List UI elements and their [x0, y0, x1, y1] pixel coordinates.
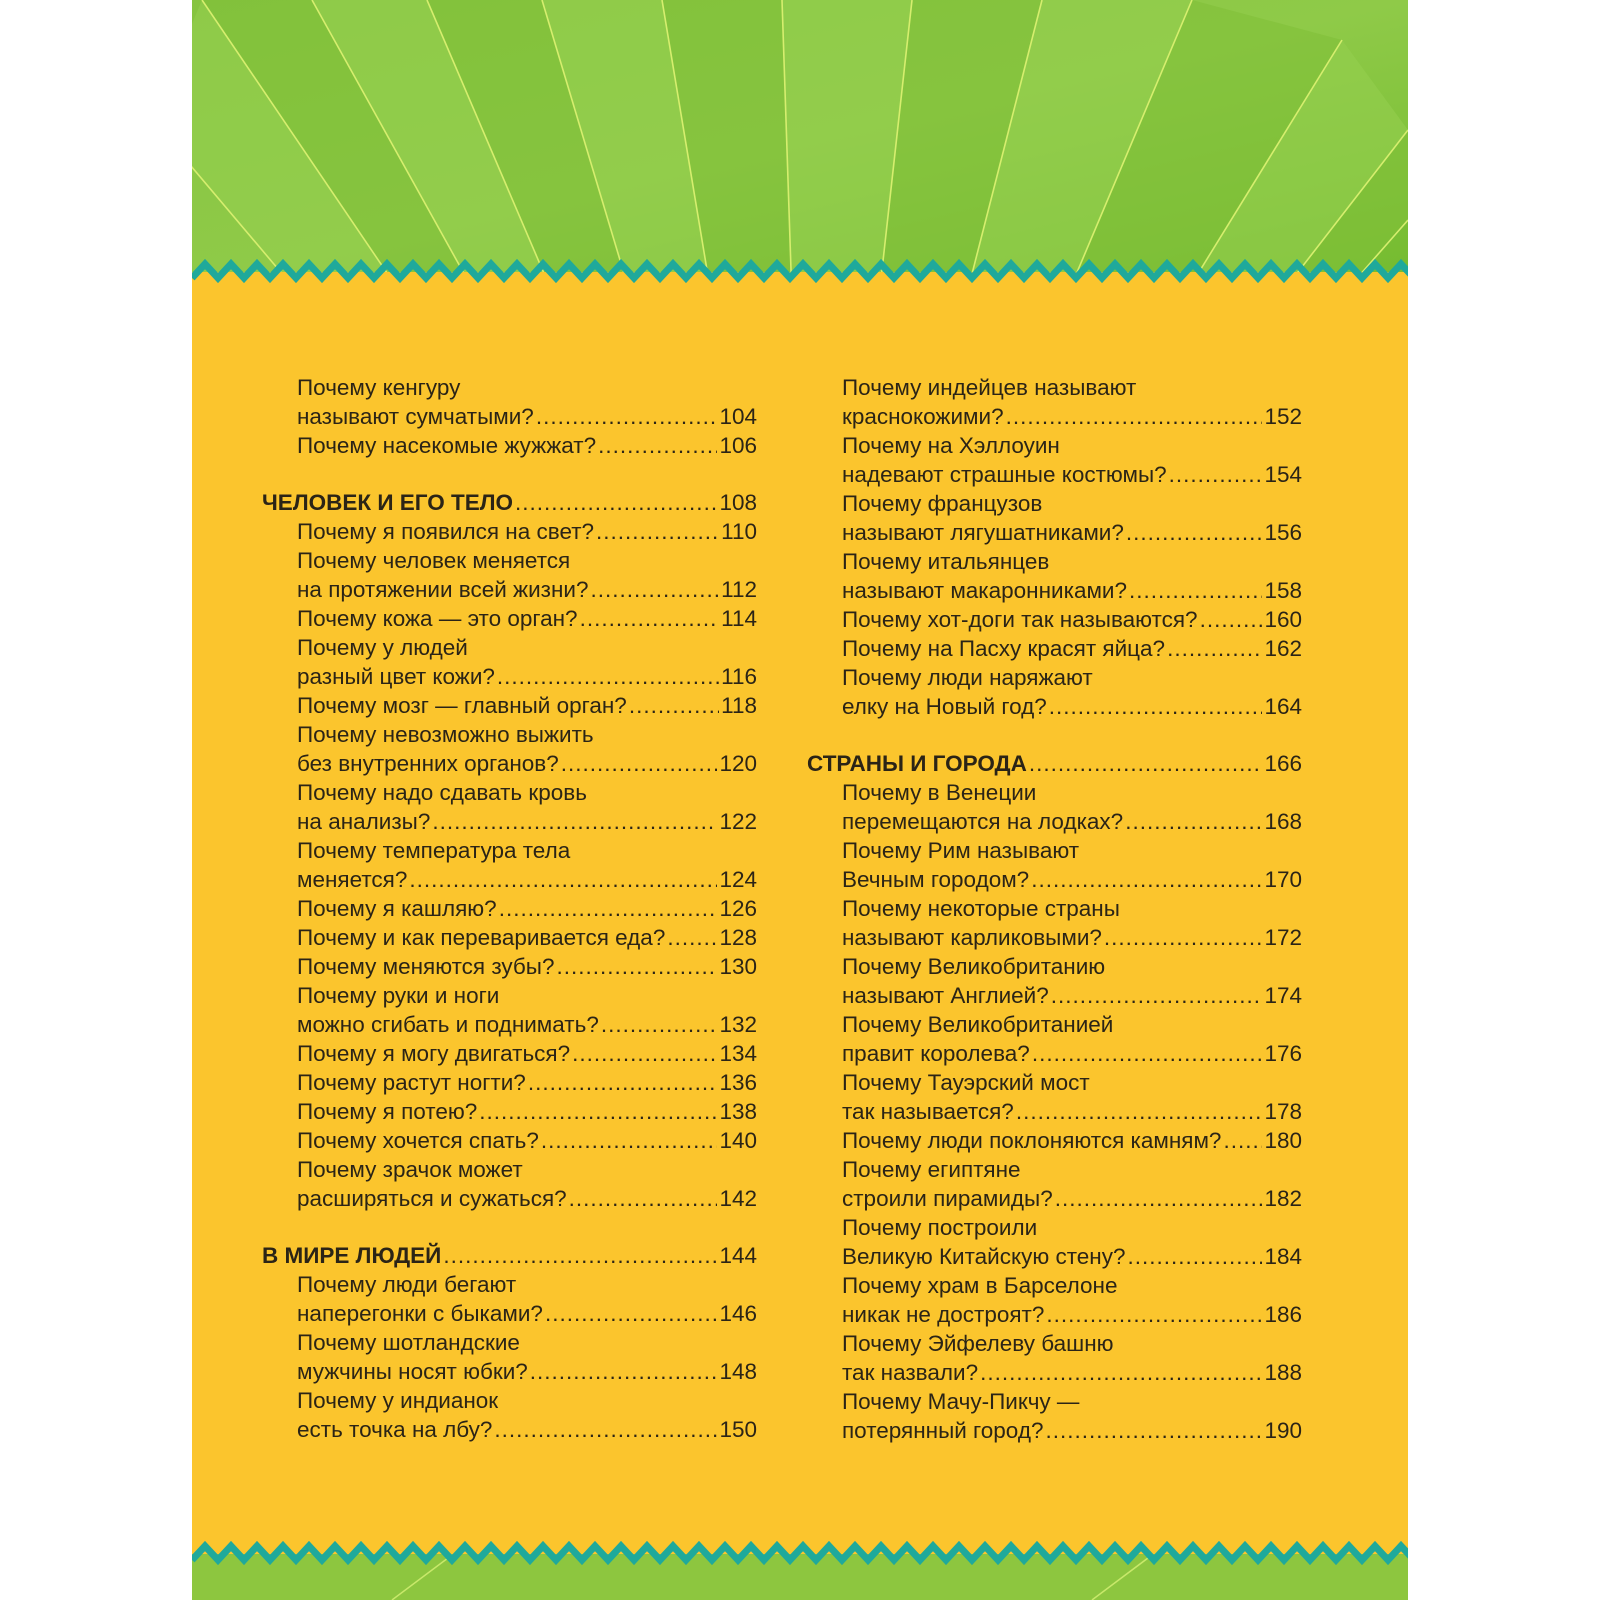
toc-entry: [807, 402, 1302, 431]
dot-leader: [1046, 1300, 1262, 1329]
page-number: 128: [719, 925, 757, 950]
toc-entry: [807, 1213, 1302, 1242]
dot-leader: [494, 1415, 717, 1444]
entry-title: Почему индейцев называют: [842, 375, 1137, 400]
toc-entry: [262, 431, 757, 460]
page-number: 126: [719, 896, 757, 921]
entry-title: Почему я могу двигаться?: [297, 1041, 571, 1066]
toc-entry: [807, 547, 1302, 576]
toc-entry: [807, 431, 1302, 460]
entry-title: мужчины носят юбки?: [297, 1359, 528, 1384]
entry-title: Почему Тауэрский мост: [842, 1070, 1090, 1095]
dot-leader: [601, 1010, 718, 1039]
toc-right-column: [807, 373, 1302, 1445]
entry-title: правит королева?: [842, 1041, 1030, 1066]
entry-title: Почему Рим называют: [842, 838, 1080, 863]
entry-title: Почему люди бегают: [297, 1272, 517, 1297]
dot-leader: [572, 1039, 717, 1068]
dot-leader: [1129, 576, 1262, 605]
dot-leader: [479, 1097, 717, 1126]
dot-leader: [667, 923, 717, 952]
toc-entry: [262, 1270, 757, 1299]
entry-title: наперегонки с быками?: [297, 1301, 543, 1326]
page-number: 136: [719, 1070, 757, 1095]
entry-title: Почему растут ногти?: [297, 1070, 526, 1095]
toc-entry: [807, 1155, 1302, 1184]
page-number: 156: [1264, 520, 1302, 545]
dot-leader: [596, 517, 719, 546]
page-number: 188: [1264, 1360, 1302, 1385]
dot-leader: [432, 807, 717, 836]
dot-leader: [1006, 402, 1263, 431]
dot-leader: [536, 402, 718, 431]
page-number: 168: [1264, 809, 1302, 834]
entry-title: елку на Новый год?: [842, 694, 1047, 719]
toc-entry: [262, 749, 757, 778]
page-number: 114: [721, 606, 757, 631]
toc-entry: [807, 663, 1302, 692]
entry-title: Почему зрачок может: [297, 1157, 523, 1182]
dot-leader: [1200, 605, 1263, 634]
toc-entry: [262, 633, 757, 662]
toc-entry: [807, 778, 1302, 807]
entry-title: Почему меняются зубы?: [297, 954, 555, 979]
dot-leader: [1125, 807, 1262, 836]
page-number: 110: [721, 519, 757, 544]
page-number: 106: [719, 433, 757, 458]
dot-leader: [598, 431, 717, 460]
section-title: В МИРЕ ЛЮДЕЙ: [262, 1243, 442, 1268]
section-title: СТРАНЫ И ГОРОДА: [807, 751, 1027, 776]
dot-leader: [569, 1184, 718, 1213]
entry-title: Почему невозможно выжить: [297, 722, 594, 747]
entry-title: так назвали?: [842, 1360, 979, 1385]
dot-leader: [545, 1299, 718, 1328]
dot-leader: [528, 1068, 718, 1097]
toc-entry: [262, 546, 757, 575]
entry-title: Почему Великобританией: [842, 1012, 1114, 1037]
page-number: 184: [1264, 1244, 1302, 1269]
toc-entry: [262, 373, 757, 402]
entry-title: можно сгибать и поднимать?: [297, 1012, 599, 1037]
dot-leader: [580, 604, 720, 633]
page-number: 144: [719, 1243, 757, 1268]
dot-leader: [1051, 981, 1263, 1010]
page-number: 104: [719, 404, 757, 429]
toc-entry: [262, 604, 757, 633]
page-number: 172: [1264, 925, 1302, 950]
entry-title: Великую Китайскую стену?: [842, 1244, 1126, 1269]
page-number: 182: [1264, 1186, 1302, 1211]
dot-leader: [1126, 518, 1263, 547]
page-number: 122: [719, 809, 757, 834]
dot-leader: [557, 952, 718, 981]
toc-entry: [262, 1357, 757, 1386]
entry-title: никак не достроят?: [842, 1302, 1045, 1327]
entry-title: Почему у индианок: [297, 1388, 499, 1413]
toc-entry: [807, 836, 1302, 865]
entry-title: Вечным городом?: [842, 867, 1030, 892]
toc-entry: [807, 894, 1302, 923]
toc-entry: [262, 575, 757, 604]
entry-title: надевают страшные костюмы?: [842, 462, 1167, 487]
entry-title: строили пирамиды?: [842, 1186, 1053, 1211]
toc-entry: [807, 807, 1302, 836]
toc-entry: [262, 865, 757, 894]
entry-title: Почему насекомые жужжат?: [297, 433, 597, 458]
toc-entry: [262, 807, 757, 836]
toc-section-heading: [262, 1241, 757, 1270]
dot-leader: [629, 691, 719, 720]
toc-entry: [262, 1010, 757, 1039]
toc-entry: [807, 1184, 1302, 1213]
entry-title: Почему люди наряжают: [842, 665, 1093, 690]
entry-title: называют лягушатниками?: [842, 520, 1124, 545]
entry-title: Почему хочется спать?: [297, 1128, 539, 1153]
page-number: 162: [1264, 636, 1302, 661]
dot-leader: [443, 1241, 717, 1270]
entry-title: расширяться и сужаться?: [297, 1186, 567, 1211]
toc-entry: [262, 981, 757, 1010]
dot-leader: [409, 865, 717, 894]
page-number: 160: [1264, 607, 1302, 632]
section-title: ЧЕЛОВЕК И ЕГО ТЕЛО: [262, 490, 514, 515]
entry-title: потерянный город?: [842, 1418, 1044, 1443]
entry-title: Почему итальянцев: [842, 549, 1050, 574]
toc-entry: [807, 576, 1302, 605]
toc-entry: [807, 1329, 1302, 1358]
toc-entry: [262, 691, 757, 720]
dot-leader: [1045, 1416, 1262, 1445]
toc-entry: [807, 373, 1302, 402]
dot-leader: [515, 488, 717, 517]
page-number: 186: [1264, 1302, 1302, 1327]
dot-leader: [1104, 923, 1263, 952]
dot-leader: [561, 749, 718, 778]
entry-title: Почему Эйфелеву башню: [842, 1331, 1114, 1356]
dot-leader: [1167, 634, 1262, 663]
toc-entry: [262, 517, 757, 546]
dot-leader: [1032, 1039, 1263, 1068]
toc-entry: [262, 952, 757, 981]
entry-title: Почему люди поклоняются камням?: [842, 1128, 1222, 1153]
entry-title: Почему хот-доги так называются?: [842, 607, 1198, 632]
page-number: 150: [719, 1417, 757, 1442]
toc-entry: [262, 402, 757, 431]
dot-leader: [1029, 749, 1263, 778]
page-number: 148: [719, 1359, 757, 1384]
entry-title: Почему некоторые страны: [842, 896, 1120, 921]
page-number: 176: [1264, 1041, 1302, 1066]
toc-entry: [807, 1416, 1302, 1445]
toc-entry: [807, 489, 1302, 518]
dot-leader: [541, 1126, 718, 1155]
toc-entry: [807, 1242, 1302, 1271]
dot-leader: [1055, 1184, 1263, 1213]
dot-leader: [1127, 1242, 1262, 1271]
toc-entry: [262, 1126, 757, 1155]
toc-entry: [262, 836, 757, 865]
book-page: [192, 0, 1408, 1600]
page-number: 158: [1264, 578, 1302, 603]
page-number: 120: [719, 751, 757, 776]
page-number: 130: [719, 954, 757, 979]
toc-entry: [262, 1155, 757, 1184]
dot-leader: [1016, 1097, 1263, 1126]
page-number: 112: [721, 577, 757, 602]
toc-entry: [262, 1068, 757, 1097]
entry-title: на протяжении всей жизни?: [297, 577, 589, 602]
entry-title: на анализы?: [297, 809, 431, 834]
toc-entry: [262, 1097, 757, 1126]
toc-entry: [807, 923, 1302, 952]
page-number: 108: [719, 490, 757, 515]
page-number: 118: [721, 693, 757, 718]
entry-title: Почему я появился на свет?: [297, 519, 595, 544]
entry-title: Почему на Хэллоуин: [842, 433, 1060, 458]
page-number: 152: [1264, 404, 1302, 429]
entry-title: Почему человек меняется: [297, 548, 571, 573]
toc-entry: [807, 1039, 1302, 1068]
page-number: 154: [1264, 462, 1302, 487]
entry-title: Почему французов: [842, 491, 1043, 516]
entry-title: Почему шотландские: [297, 1330, 520, 1355]
toc-entry: [807, 1300, 1302, 1329]
entry-title: есть точка на лбу?: [297, 1417, 493, 1442]
toc-entry: [807, 1358, 1302, 1387]
entry-title: называют карликовыми?: [842, 925, 1102, 950]
entry-title: Почему я кашляю?: [297, 896, 497, 921]
entry-title: Почему Мачу-Пикчу —: [842, 1389, 1080, 1414]
toc-section-heading: [262, 488, 757, 517]
toc-entry: [262, 1299, 757, 1328]
entry-title: называют сумчатыми?: [297, 404, 534, 429]
toc-entry: [262, 1415, 757, 1444]
dot-leader: [499, 894, 718, 923]
entry-title: разный цвет кожи?: [297, 664, 495, 689]
toc-entry: [262, 778, 757, 807]
entry-title: краснокожими?: [842, 404, 1004, 429]
page-number: 134: [719, 1041, 757, 1066]
toc-entry: [807, 605, 1302, 634]
toc-entry: [807, 865, 1302, 894]
entry-title: Почему и как переваривается еда?: [297, 925, 666, 950]
toc-entry: [807, 460, 1302, 489]
entry-title: Почему на Пасху красят яйца?: [842, 636, 1166, 661]
toc-entry: [807, 952, 1302, 981]
toc-entry: [807, 1097, 1302, 1126]
top-zigzag-border: [192, 258, 1408, 288]
entry-title: Почему кенгуру: [297, 375, 461, 400]
dot-leader: [591, 575, 720, 604]
toc-entry: [807, 692, 1302, 721]
ray-lines: [192, 0, 1408, 285]
page-number: 146: [719, 1301, 757, 1326]
entry-title: Почему в Венеции: [842, 780, 1037, 805]
entry-title: называют Англией?: [842, 983, 1049, 1008]
page-number: 166: [1264, 751, 1302, 776]
page-number: 140: [719, 1128, 757, 1153]
bottom-zigzag-border: [192, 1540, 1408, 1570]
toc-entry: [262, 923, 757, 952]
toc-entry: [262, 1039, 757, 1068]
toc-entry: [807, 981, 1302, 1010]
entry-title: Почему кожа — это орган?: [297, 606, 578, 631]
toc-entry: [262, 1328, 757, 1357]
page-number: 142: [719, 1186, 757, 1211]
page-number: 190: [1264, 1418, 1302, 1443]
page-number: 180: [1264, 1128, 1302, 1153]
entry-title: называют макаронниками?: [842, 578, 1128, 603]
page-number: 116: [721, 664, 757, 689]
entry-title: Почему храм в Барселоне: [842, 1273, 1118, 1298]
entry-title: Почему я потею?: [297, 1099, 478, 1124]
entry-title: перемещаются на лодках?: [842, 809, 1124, 834]
entry-title: так называется?: [842, 1099, 1014, 1124]
toc-entry: [262, 1386, 757, 1415]
dot-leader: [1223, 1126, 1262, 1155]
toc-entry: [807, 1010, 1302, 1039]
page-number: 170: [1264, 867, 1302, 892]
entry-title: Почему Великобританию: [842, 954, 1106, 979]
dot-leader: [497, 662, 719, 691]
dot-leader: [1169, 460, 1263, 489]
entry-title: Почему у людей: [297, 635, 468, 660]
page-number: 124: [719, 867, 757, 892]
toc-entry: [807, 1068, 1302, 1097]
toc-entry: [807, 518, 1302, 547]
toc-left-column: [262, 373, 757, 1444]
dot-leader: [1049, 692, 1263, 721]
page-number: 164: [1264, 694, 1302, 719]
toc-entry: [262, 720, 757, 749]
dot-leader: [980, 1358, 1262, 1387]
entry-title: Почему руки и ноги: [297, 983, 500, 1008]
green-rays-header: [192, 0, 1408, 285]
entry-title: Почему построили: [842, 1215, 1038, 1240]
toc-entry: [262, 662, 757, 691]
toc-entry: [262, 894, 757, 923]
toc-section-heading: [807, 749, 1302, 778]
toc-entry: [807, 634, 1302, 663]
toc-entry: [262, 1184, 757, 1213]
entry-title: Почему мозг — главный орган?: [297, 693, 627, 718]
page-number: 132: [719, 1012, 757, 1037]
entry-title: Почему температура тела: [297, 838, 571, 863]
dot-leader: [530, 1357, 718, 1386]
toc-entry: [807, 1271, 1302, 1300]
page-number: 174: [1264, 983, 1302, 1008]
toc-entry: [807, 1387, 1302, 1416]
entry-title: без внутренних органов?: [297, 751, 559, 776]
page-number: 138: [719, 1099, 757, 1124]
toc-entry: [807, 1126, 1302, 1155]
page-number: 178: [1264, 1099, 1302, 1124]
entry-title: Почему египтяне: [842, 1157, 1021, 1182]
dot-leader: [1031, 865, 1262, 894]
entry-title: Почему надо сдавать кровь: [297, 780, 587, 805]
entry-title: меняется?: [297, 867, 408, 892]
